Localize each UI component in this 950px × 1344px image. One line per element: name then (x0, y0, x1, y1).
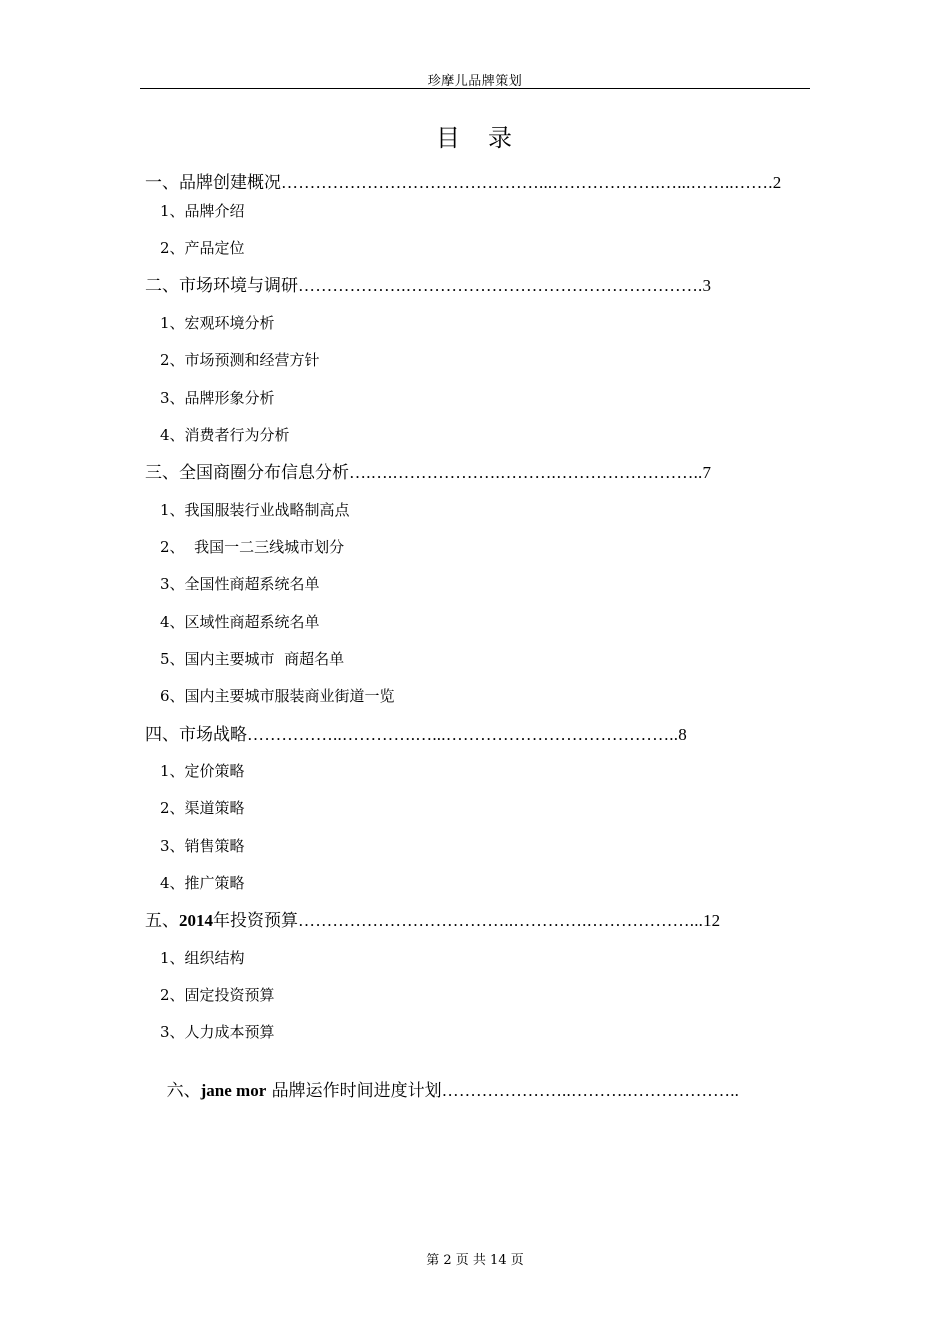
toc-leader-dots: ……………..………….…...………………………………….. (247, 725, 679, 744)
page-title (0, 118, 950, 153)
toc-leader-dots: …………………..……….……………….. (441, 1081, 740, 1100)
toc-page-number: 8 (678, 725, 687, 744)
toc-section-2-4[interactable]: 4、消费者行为分析 (160, 426, 290, 444)
toc-leader-dots: ………………………………………...……………….…...……..……. (281, 173, 773, 192)
toc-section-3-6[interactable]: 6、国内主要城市服装商业街道一览 (160, 687, 395, 705)
toc-section-3-3[interactable]: 3、全国性商超系统名单 (160, 575, 320, 593)
toc-section-4-4[interactable]: 4、推广策略 (160, 874, 245, 892)
toc-chapter-label: 五、 (145, 911, 179, 931)
toc-chapter-label-suffix: 年投资预算 (213, 911, 298, 931)
toc-section-2-1[interactable]: 1、宏观环境分析 (160, 314, 275, 332)
toc-section-4-3[interactable]: 3、销售策略 (160, 837, 245, 855)
toc-section-3-2[interactable]: 2、 我国一二三线城市划分 (160, 538, 345, 556)
toc-chapter-3[interactable] (145, 458, 711, 483)
toc-chapter-1[interactable] (145, 168, 781, 193)
toc-chapter-label: 一、品牌创建概况 (145, 173, 281, 193)
toc-brand-name: jane mor (200, 1081, 267, 1100)
toc-chapter-label-suffix: 品牌运作时间进度计划 (266, 1081, 442, 1101)
toc-page-number: 12 (703, 911, 721, 930)
toc-section-4-2[interactable]: 2、渠道策略 (160, 799, 245, 817)
toc-section-1-1[interactable]: 1、品牌介绍 (160, 202, 245, 220)
toc-section-2-2[interactable]: 2、市场预测和经营方针 (160, 351, 320, 369)
toc-section-3-5[interactable]: 5、国内主要城市 商超名单 (160, 650, 345, 668)
header-divider (140, 88, 810, 89)
toc-chapter-label: 三、全国商圈分布信息分析 (145, 463, 349, 483)
title-char-1: 目 (436, 124, 462, 152)
toc-page-number: 7 (702, 463, 711, 482)
toc-section-2-3[interactable]: 3、品牌形象分析 (160, 389, 275, 407)
toc-section-5-3[interactable]: 3、人力成本预算 (160, 1023, 275, 1041)
toc-section-3-4[interactable]: 4、区域性商超系统名单 (160, 613, 320, 631)
toc-leader-dots: ………………………………..………….………………... (298, 911, 704, 930)
toc-chapter-year: 2014 (179, 911, 213, 930)
toc-page-number: 3 (702, 276, 711, 295)
toc-section-3-1[interactable]: 1、我国服装行业战略制高点 (160, 501, 350, 519)
page-footer: 第 2 页 共 14 页 (426, 1253, 524, 1268)
header-title: 珍摩儿品牌策划 (427, 74, 523, 89)
toc-leader-dots: ……………….……………………………………………. (298, 276, 703, 295)
toc-chapter-label: 四、市场战略 (145, 725, 247, 745)
toc-section-4-1[interactable]: 1、定价策略 (160, 762, 245, 780)
toc-chapter-2[interactable] (145, 271, 711, 296)
toc-chapter-6[interactable] (145, 1056, 739, 1121)
toc-section-5-1[interactable]: 1、组织结构 (160, 949, 245, 967)
toc-chapter-label: 二、市场环境与调研 (145, 276, 298, 296)
toc-leader-dots: ….….……………….……….…………………….. (349, 463, 703, 482)
toc-chapter-label: 六、 (166, 1081, 201, 1101)
toc-section-5-2[interactable]: 2、固定投资预算 (160, 986, 275, 1004)
toc-page-number: 2 (772, 173, 782, 192)
toc-section-1-2[interactable]: 2、产品定位 (160, 239, 245, 257)
toc-chapter-4[interactable] (145, 720, 687, 745)
title-char-2: 录 (488, 124, 514, 152)
toc-chapter-5[interactable] (145, 906, 720, 931)
